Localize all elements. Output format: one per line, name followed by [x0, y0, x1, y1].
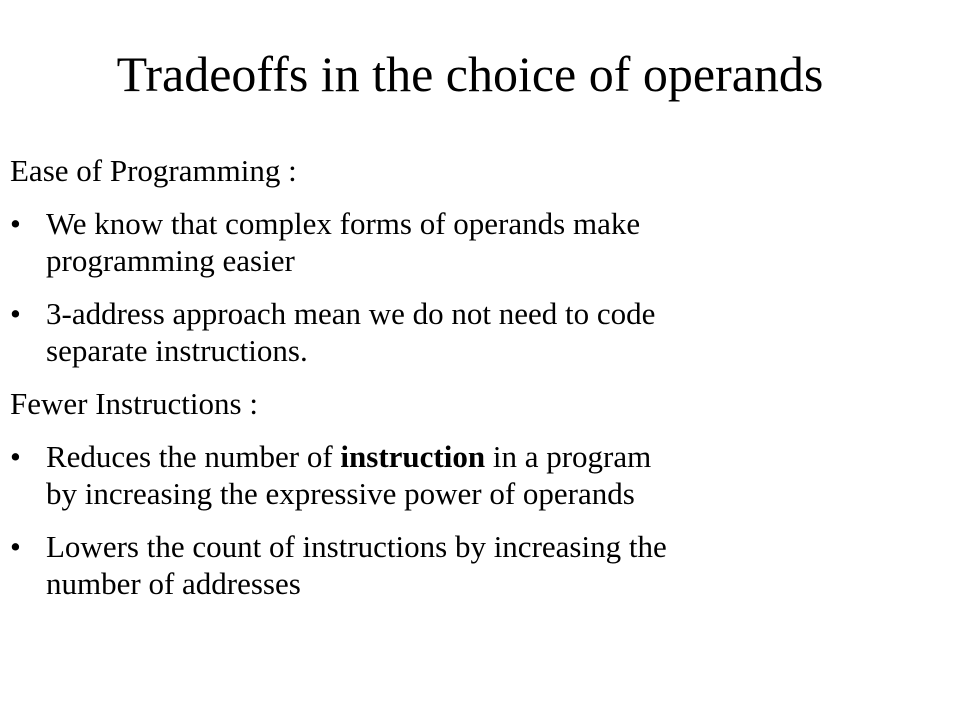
section-heading-fewer-instructions: Fewer Instructions :	[10, 386, 258, 421]
bullet-text-line: 3-address approach mean we do not need to code	[46, 296, 656, 331]
bullet-text-segment: Reduces the number of	[46, 439, 341, 474]
bullet-text-segment: in a program	[485, 439, 652, 474]
bullet-item	[10, 438, 940, 512]
slide-title: Tradeoffs in the choice of operands	[116, 46, 824, 102]
bold-keyword: instruction	[340, 439, 486, 474]
slide-body	[10, 152, 940, 618]
bullet-item	[10, 528, 940, 602]
bullet-text-line: number of addresses	[46, 566, 301, 601]
bullet-item	[10, 295, 940, 369]
bullet-item	[10, 205, 940, 279]
bullet-text-line: programming easier	[46, 243, 295, 278]
bullet-text-line: We know that complex forms of operands make	[46, 206, 641, 241]
bullet-text-line: separate instructions.	[46, 333, 308, 368]
bullet-dot: •	[10, 529, 21, 564]
bullet-text-line: by increasing the expressive power of operands	[46, 476, 635, 511]
bullet-dot: •	[10, 206, 21, 241]
section-heading-ease-of-programming: Ease of Programming :	[10, 153, 297, 188]
bullet-text-line: Lowers the count of instructions by increasing the	[46, 529, 667, 564]
bullet-dot: •	[10, 439, 21, 474]
bullet-dot: •	[10, 296, 21, 331]
bullet-text-line	[46, 438, 940, 475]
